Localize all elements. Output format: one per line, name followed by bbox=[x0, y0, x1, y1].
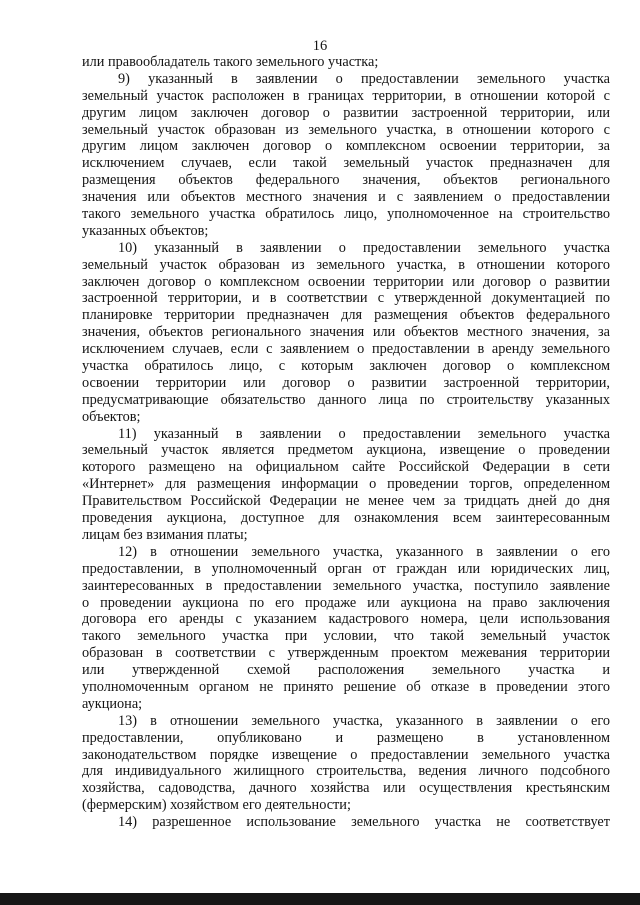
text-line: другим лицом заключен договор о развитии застроенной территории, или bbox=[82, 104, 610, 121]
text-line: или утвержденной схемой расположения земельного участка и bbox=[82, 662, 610, 679]
text-line: 10) указанный в заявлении о предоставлении земельного участка bbox=[118, 239, 610, 256]
text-line: лицам без взимания платы; bbox=[82, 526, 248, 543]
text-line: уполномоченным органом не принято решение об отказе в проведении этого bbox=[82, 678, 610, 695]
text-line: которого размещено на официальном сайте Российской Федерации в сети bbox=[82, 459, 610, 476]
text-line: участка обратилось лицо, с которым заключен договор о комплексном bbox=[82, 358, 610, 375]
text-line: 14) разрешенное использование земельного участка не соответствует bbox=[118, 814, 610, 831]
text-line: освоении территории или договор о развитии застроенной территории, bbox=[82, 374, 610, 391]
text-line: значения, объектов регионального значения или объектов местного значения, за bbox=[82, 324, 610, 341]
text-line: земельный участок образован из земельного участка, в отношении которого bbox=[82, 256, 610, 273]
document-body-text bbox=[82, 54, 610, 831]
text-line: объектов; bbox=[82, 408, 141, 425]
text-line: земельный участок является предметом аукциона, извещение о проведении bbox=[82, 442, 610, 459]
text-line: или правообладатель такого земельного участка; bbox=[82, 54, 379, 70]
text-line: заинтересованных в предоставлении земельного участка, поступило заявление bbox=[82, 577, 610, 594]
text-line: 11) указанный в заявлении о предоставлении земельного участка bbox=[118, 425, 610, 442]
page-number: 16 bbox=[312, 38, 328, 54]
text-line: такого земельного участка обратилось лицо, уполномоченное на строительство bbox=[82, 206, 610, 223]
text-line: исключением случаев, если с заявлением о предоставлении в аренду земельного bbox=[82, 341, 610, 358]
scan-bottom-edge bbox=[0, 893, 640, 905]
text-line: предоставлении, в уполномоченный орган от граждан или юридических лиц, bbox=[82, 560, 610, 577]
text-line: застроенной территории, и в соответствии с утвержденной документацией по bbox=[82, 290, 610, 307]
text-line: предоставлении, опубликовано и размещено в установленном bbox=[82, 729, 610, 746]
text-line: проведения аукциона, доступное для ознакомления всем заинтересованным bbox=[82, 510, 610, 527]
text-line: Правительством Российской Федерации не менее чем за тридцать дней до дня bbox=[82, 493, 610, 510]
text-line: земельный участок расположен в границах территории, в отношении которой с bbox=[82, 87, 610, 104]
text-line: о проведении аукциона по его продаже или аукциона на право заключения bbox=[82, 594, 610, 611]
text-line: земельный участок образован из земельного участка, в отношении которого с bbox=[82, 121, 610, 138]
text-line: 13) в отношении земельного участка, указанного в заявлении о его bbox=[118, 712, 610, 729]
text-line: размещения объектов федерального значения, объектов регионального bbox=[82, 172, 610, 189]
text-line: значения или объектов местного значения и с заявлением о предоставлении bbox=[82, 189, 610, 206]
text-line: законодательством порядке извещение о предоставлении земельного участка bbox=[82, 746, 610, 763]
text-line: 12) в отношении земельного участка, указанного в заявлении о его bbox=[118, 543, 610, 560]
text-line: аукциона; bbox=[82, 695, 143, 712]
text-line: указанных объектов; bbox=[82, 222, 209, 239]
text-line: образован в соответствии с утвержденным проектом межевания территории bbox=[82, 645, 610, 662]
text-line: такого земельного участка при условии, что такой земельный участок bbox=[82, 628, 610, 645]
text-line: для индивидуального жилищного строительства, ведения личного подсобного bbox=[82, 763, 610, 780]
text-line: 9) указанный в заявлении о предоставлении земельного участка bbox=[118, 70, 610, 87]
text-line: планировке территории предназначен для размещения объектов федерального bbox=[82, 307, 610, 324]
text-line: (фермерским) хозяйством его деятельности; bbox=[82, 797, 351, 814]
text-line: договора его аренды с указанием кадастрового номера, цели использования bbox=[82, 611, 610, 628]
text-line: другим лицом заключен договор о комплексном освоении территории, за bbox=[82, 138, 610, 155]
text-line: «Интернет» для размещения информации о проведении торгов, определенном bbox=[82, 476, 610, 493]
text-line: заключен договор о комплексном освоении территории или договор о развитии bbox=[82, 273, 610, 290]
text-line: исключением случаев, если такой земельный участок предназначен для bbox=[82, 155, 610, 172]
text-line: хозяйства, садоводства, дачного хозяйства или осуществления крестьянским bbox=[82, 780, 610, 797]
text-line: предусматривающие обязательство данного лица по строительству указанных bbox=[82, 391, 610, 408]
